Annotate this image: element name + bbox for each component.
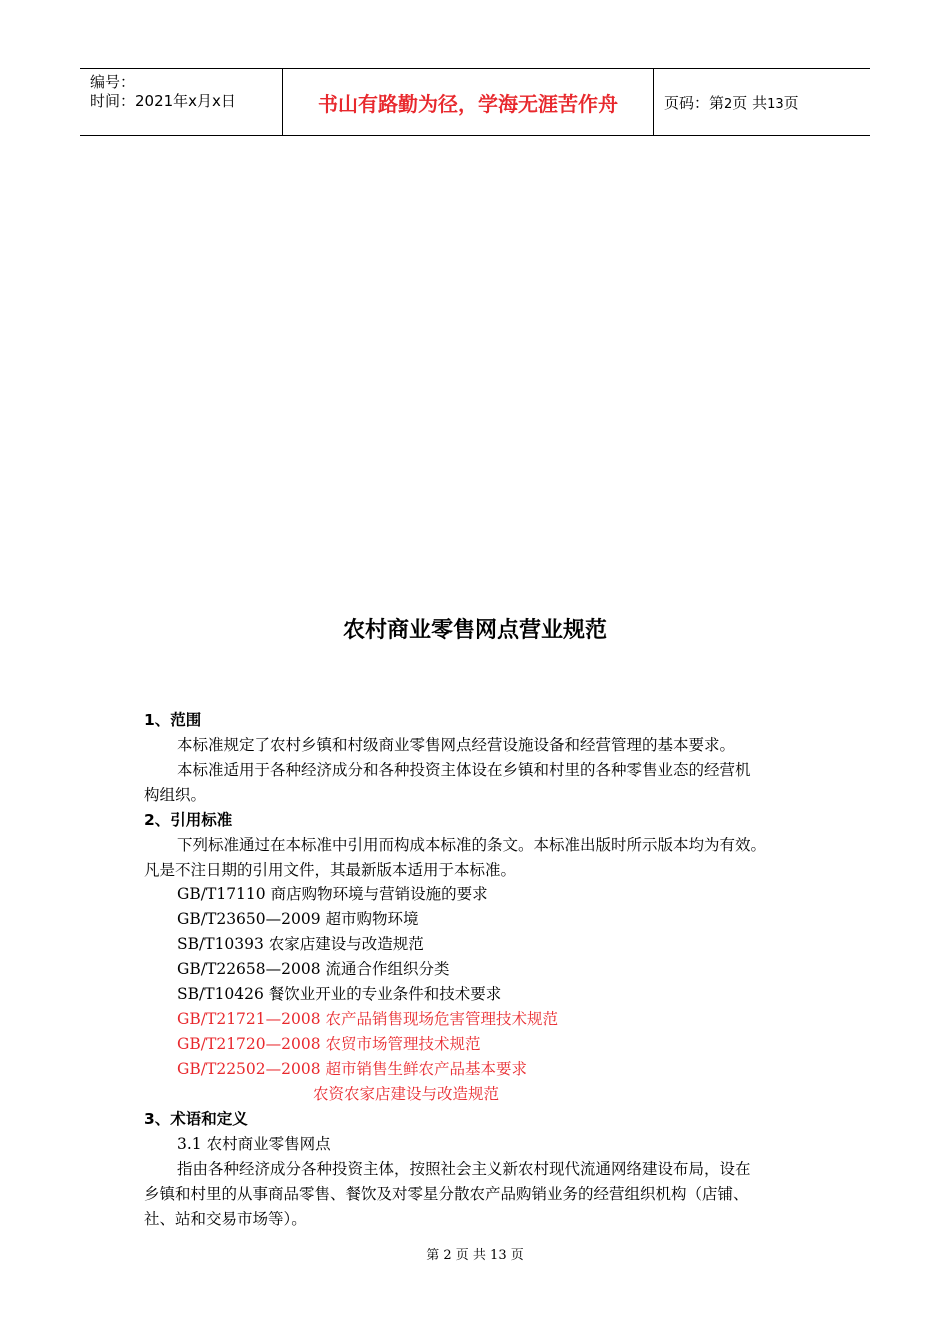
- paragraph: 构组织。: [144, 786, 207, 804]
- motto: 书山有路勤为径，学海无涯苦作舟: [318, 92, 618, 116]
- paragraph: 社、站和交易市场等）。: [144, 1210, 307, 1228]
- paragraph: 乡镇和村里的从事商品零售、餐饮及对零星分散农产品购销业务的经营组织机构（店铺、: [144, 1185, 749, 1203]
- header-page-cell: [654, 69, 870, 135]
- reference-item-highlighted: GB/T22502—2008 超市销售生鲜农产品基本要求: [177, 1060, 528, 1078]
- serial-label: 编号：: [90, 73, 136, 91]
- reference-item: GB/T17110 商店购物环境与营销设施的要求: [177, 885, 488, 903]
- paragraph: 本标准适用于各种经济成分和各种投资主体设在乡镇和村里的各种零售业态的经营机: [177, 761, 751, 779]
- paragraph: 凡是不注日期的引用文件，其最新版本适用于本标准。: [144, 861, 517, 879]
- reference-item: GB/T23650—2009 超市购物环境: [177, 910, 419, 928]
- reference-item: GB/T22658—2008 流通合作组织分类: [177, 960, 450, 978]
- section-heading-references: 2、引用标准: [144, 811, 233, 829]
- paragraph: 本标准规定了农村乡镇和村级商业零售网点经营设施设备和经营管理的基本要求。: [177, 736, 736, 754]
- page-header: [80, 68, 870, 136]
- paragraph: 下列标准通过在本标准中引用而构成本标准的条文。本标准出版时所示版本均为有效。: [177, 836, 767, 854]
- page-indicator: [664, 94, 799, 114]
- paragraph: 指由各种经济成分各种投资主体，按照社会主义新农村现代流通网络建设布局，设在: [177, 1160, 751, 1178]
- page-footer: 第 2 页 共 13 页: [426, 1248, 524, 1263]
- header-meta-cell: [80, 69, 282, 135]
- reference-item-highlighted: 农资农家店建设与改造规范: [313, 1085, 500, 1103]
- reference-item-highlighted: GB/T21721—2008 农产品销售现场危害管理技术规范: [177, 1010, 559, 1028]
- reference-item: SB/T10393 农家店建设与改造规范: [177, 935, 424, 953]
- page-mid: 页 共: [732, 94, 768, 112]
- subsection-heading: 3.1 农村商业零售网点: [177, 1135, 331, 1153]
- reference-item: SB/T10426 餐饮业开业的专业条件和技术要求: [177, 985, 502, 1003]
- time-text: 时间：2021年x月x日: [90, 92, 236, 110]
- reference-item-highlighted: GB/T21720—2008 农贸市场管理技术规范: [177, 1035, 481, 1053]
- section-heading-scope: 1、范围: [144, 711, 202, 729]
- page-suffix: 页: [783, 94, 799, 112]
- header-motto-cell: [282, 69, 654, 135]
- document-title: 农村商业零售网点营业规范: [342, 618, 607, 643]
- page-total: 13: [767, 97, 784, 112]
- section-heading-terms: 3、术语和定义: [144, 1110, 248, 1128]
- page-current: 2: [724, 97, 733, 112]
- page-prefix: 页码：第: [664, 94, 725, 112]
